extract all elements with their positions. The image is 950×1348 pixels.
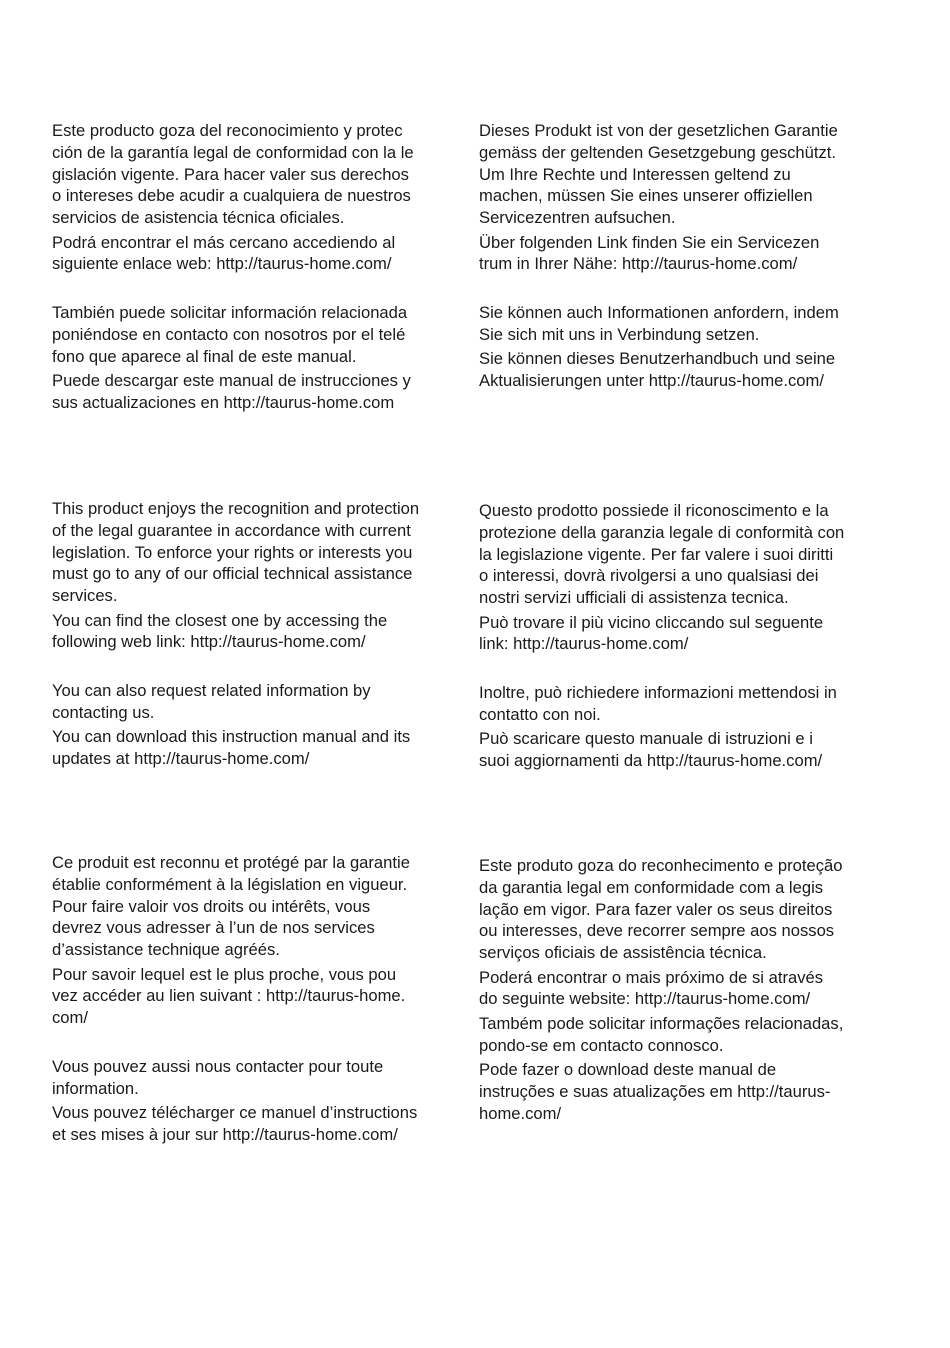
service-link-paragraph: You can find the closest one by accessing the following web link: http://taurus-home.com/ xyxy=(52,610,388,652)
download-paragraph: Pode fazer o download deste manual de instruções e suas atualizações em http://taurus- home.com/ xyxy=(479,1059,831,1123)
warranty-paragraph: This product enjoys the recognition and protection of the legal guarantee in accordance with current legislation. To enforce your rights or interests you must go to any of our official technical assistance services. xyxy=(52,499,420,606)
warranty-section-de xyxy=(479,120,889,392)
service-link-paragraph: Über folgenden Link finden Sie ein Servicezen trum in Ihrer Nähe: http://taurus-home.com/ xyxy=(479,232,820,274)
download-paragraph: Vous pouvez télécharger ce manuel d’instructions et ses mises à jour sur http://taurus-home.com/ xyxy=(52,1103,418,1144)
warranty-section-es xyxy=(52,120,457,414)
service-link-paragraph: Pour savoir lequel est le plus proche, vous pou vez accéder au lien suivant : http://taurus-home. com/ xyxy=(52,964,406,1028)
contact-paragraph: También puede solicitar información relacionada poniéndose en contacto con nosotros por el telé fono que aparece al final de este manual. xyxy=(52,303,408,366)
warranty-paragraph: Este producto goza del reconocimiento y protec ción de la garantía legal de conformidad con la le gislación vigente. Para hacer valer sus derechos o intereses debe acudir a cualquiera de nuestros servicios de asistencia técnica oficiales. xyxy=(52,121,414,228)
download-paragraph: Puede descargar este manual de instrucciones y sus actualizaciones en http://taurus-home.com xyxy=(52,371,411,412)
contact-paragraph: Vous pouvez aussi nous contacter pour toute information. xyxy=(52,1056,384,1098)
download-paragraph: Può scaricare questo manuale di istruzioni e i suoi aggiornamenti da http://taurus-home.com/ xyxy=(479,729,823,771)
service-link-paragraph: Podrá encontrar el más cercano accediendo al siguiente enlace web: http://taurus-home.com/ xyxy=(52,232,396,274)
warranty-paragraph: Dieses Produkt ist von der gesetzlichen Garantie gemäss der geltenden Gesetzgebung geschützt. Um Ihre Rechte und Interessen geltend zu machen, müssen Sie eines unserer offiziellen Servicezentren aufsuchen. xyxy=(479,121,838,228)
warranty-paragraph: Ce produit est reconnu et protégé par la garantie établie conformément à la législation en vigueur. Pour faire valoir vos droits ou intérêts, vous devrez vous adresser à l’un de nos services d’assistance technique agréés. xyxy=(52,853,410,960)
download-paragraph: You can download this instruction manual and its updates at http://taurus-home.com/ xyxy=(52,727,411,769)
warranty-section-it xyxy=(479,500,889,772)
warranty-section-pt xyxy=(479,855,889,1124)
warranty-section-en xyxy=(52,498,457,770)
service-link-paragraph: Può trovare il più vicino cliccando sul seguente link: http://taurus-home.com/ xyxy=(479,612,824,654)
warranty-paragraph: Questo prodotto possiede il riconoscimento e la protezione della garanzia legale di conformità con la legislazione vigente. Per far valere i suoi diritti o interessi, dovrà rivolgersi a uno qualsiasi dei nostri servizi ufficiali di assistenza tecnica. xyxy=(479,501,845,608)
contact-paragraph: You can also request related information by contacting us. xyxy=(52,681,371,722)
warranty-section-fr xyxy=(52,852,457,1146)
service-link-paragraph: Poderá encontrar o mais próximo de si através do seguinte website: http://taurus-home.com/ xyxy=(479,967,824,1009)
download-paragraph: Sie können dieses Benutzerhandbuch und seine Aktualisierungen unter http://taurus-home.com/ xyxy=(479,349,836,391)
warranty-paragraph: Este produto goza do reconhecimento e proteção da garantia legal em conformidade com a legis lação em vigor. Para fazer valer os seus direitos ou interesses, deve recorrer sempre aos nossos serviços oficiais de assistência técnica. xyxy=(479,856,843,963)
contact-paragraph: Sie können auch Informationen anfordern, indem Sie sich mit uns in Verbindung setzen. xyxy=(479,303,839,344)
contact-paragraph: Inoltre, può richiedere informazioni mettendosi in contatto con noi. xyxy=(479,683,837,724)
contact-paragraph: Também pode solicitar informações relacionadas, pondo-se em contacto connosco. xyxy=(479,1013,844,1055)
